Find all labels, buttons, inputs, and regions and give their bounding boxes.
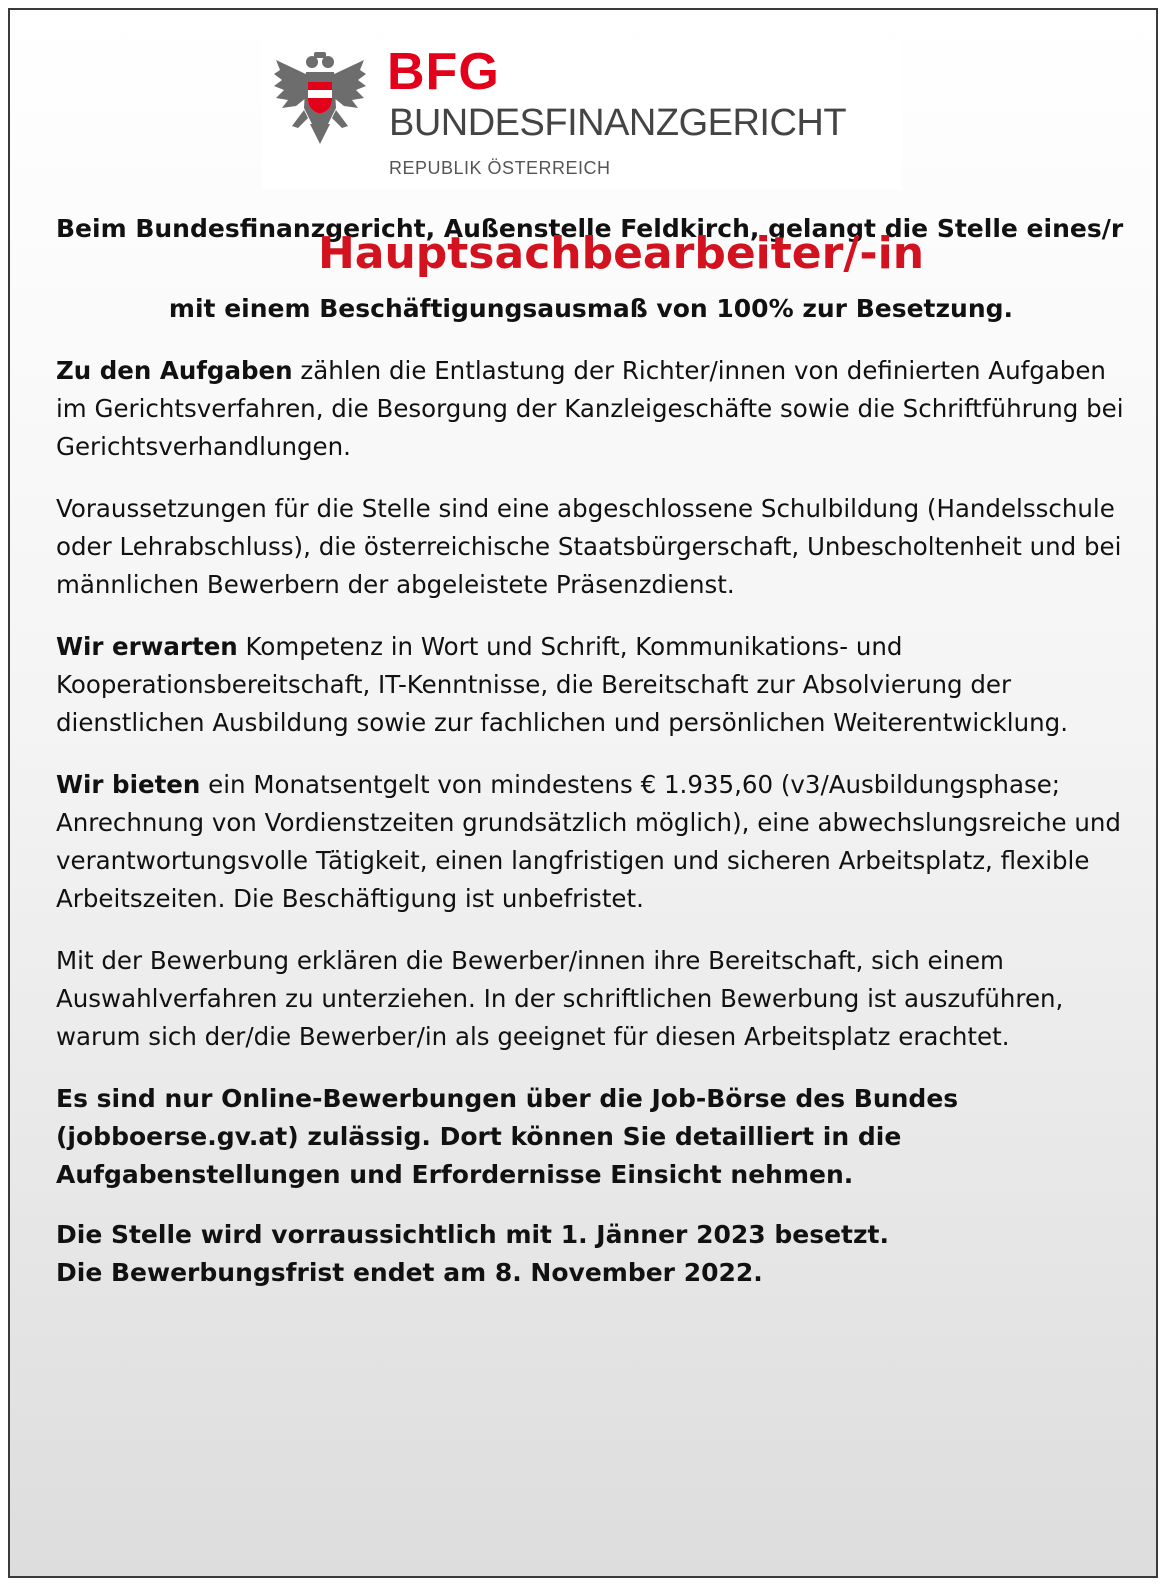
start-date: Die Stelle wird vorraussichtlich mit 1. Jänner 2023 besetzt.: [56, 1220, 889, 1249]
ad-content: [56, 210, 1126, 1292]
expectations-text: Kompetenz in Wort und Schrift, Kommunikations- und Kooperationsbereitschaft, IT-Kenntnisse, die Bereitschaft zur Absolvierung der dienstlichen Ausbildung sowie zur fachlichen und persönlichen Weiterentwicklung.: [56, 632, 1069, 737]
expectations-paragraph: [56, 628, 1126, 742]
dates-block: [56, 1216, 1126, 1292]
bfg-logo: [262, 40, 902, 190]
online-application-notice: Es sind nur Online-Bewerbungen über die Job-Börse des Bundes (jobboerse.gv.at) zulässig. Dort können Sie detailliert in die Aufgabenstellungen und Erfordernisse Einsicht nehmen.: [56, 1084, 959, 1189]
logo-court-name: BUNDESFINANZGERICHT: [389, 102, 847, 144]
advertisement-frame: [8, 8, 1158, 1578]
requirements-paragraph: Voraussetzungen für die Stelle sind eine abgeschlossene Schulbildung (Handelsschule oder Lehrabschluss), die österreichische Staatsbürgerschaft, Unbescholtenheit und bei männlichen Bewerbern der abgeleistete Präsenzdienst.: [56, 494, 1122, 599]
application-deadline: Die Bewerbungsfrist endet am 8. November 2022.: [56, 1258, 763, 1287]
selection-paragraph: Mit der Bewerbung erklären die Bewerber/innen ihre Bereitschaft, sich einem Auswahlverfahren zu unterziehen. In der schriftlichen Bewerbung ist auszuführen, warum sich der/die Bewerber/in als geeignet für diesen Arbeitsplatz erachtet.: [56, 946, 1064, 1051]
offer-text: ein Monatsentgelt von mindestens € 1.935,60 (v3/Ausbildungsphase; Anrechnung von Vordienstzeiten grundsätzlich möglich), eine abwechslungsreiche und verantwortungsvolle Tätigkeit, einen langfristigen und sicheren Arbeitsplatz, flexible Arbeitszeiten. Die Beschäftigung ist unbefristet.: [56, 770, 1121, 913]
expectations-lead: Wir erwarten: [56, 632, 238, 661]
employment-scope: mit einem Beschäftigungsausmaß von 100% zur Besetzung.: [168, 294, 1014, 323]
logo-abbreviation: BFG: [387, 43, 500, 101]
offer-paragraph: [56, 766, 1126, 918]
austrian-eagle-icon: [270, 48, 370, 148]
position-title: Hauptsachbearbeiter/-in: [317, 228, 925, 279]
tasks-lead: Zu den Aufgaben: [56, 356, 293, 385]
offer-lead: Wir bieten: [56, 770, 201, 799]
logo-country: REPUBLIK ÖSTERREICH: [389, 158, 611, 178]
intro-text: Beim Bundesfinanzgericht, Außenstelle Feldkirch, gelangt die Stelle eines/r: [56, 214, 1124, 243]
tasks-paragraph: [56, 352, 1126, 466]
tasks-text: zählen die Entlastung der Richter/innen von definierten Aufgaben im Gerichtsverfahren, die Besorgung der Kanzleigeschäfte sowie die Schriftführung bei Gerichtsverhandlungen.: [56, 356, 1124, 461]
